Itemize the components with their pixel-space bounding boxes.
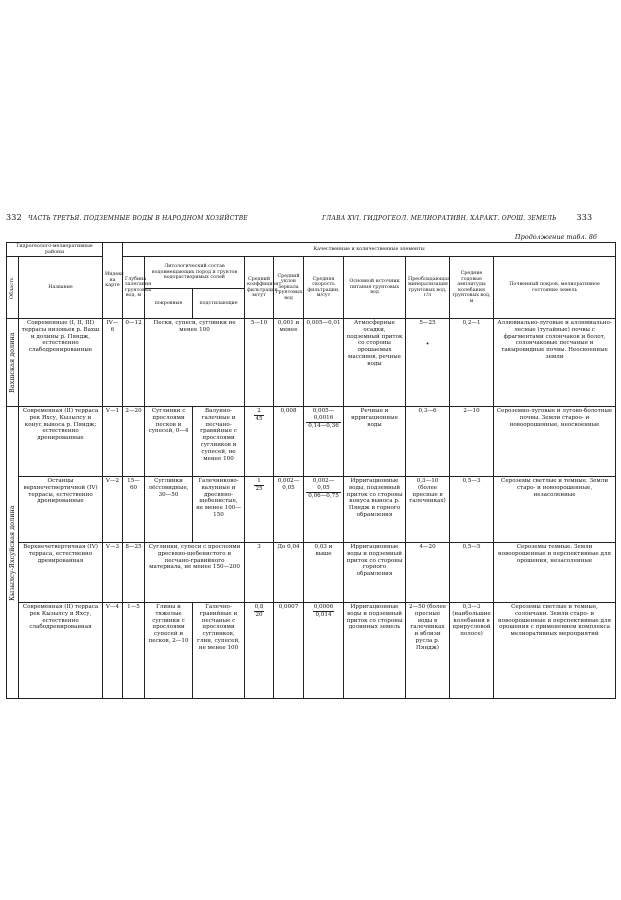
region-name: Останцы верхнечетвертичной (IV) террасы, естественно дренированные: [19, 477, 103, 543]
region-name: Верхнечетвертичная (IV) терраса, естественно дренированная: [19, 543, 103, 603]
header-group: Качественные и количественные элементы: [123, 243, 616, 257]
header-coef: Средний коэффициент фильтрации, м/сут: [245, 257, 274, 319]
velocity-denominator: 0,014: [315, 611, 332, 618]
region-lithology: Суглинки, супеси с прослоями дресвяно-щебенистого и песчано-гравийного материала, не менее 150—200: [145, 543, 245, 603]
region-slope: 0,0007: [274, 603, 304, 699]
region-velocity: [304, 603, 344, 699]
region-soils: Сероземы светлые и темные. Земли старо- и новоорошенные, незасоленные: [494, 477, 616, 543]
region-coef: [245, 477, 274, 543]
table-continuation-label: Продолжение табл. 86: [514, 233, 597, 241]
area-vakhsh: Вахшская долина: [7, 319, 19, 407]
page-header-left-title: ЧАСТЬ ТРЕТЬЯ. ПОДЗЕМНЫЕ ВОДЫ В НАРОДНОМ ХОЗЯЙСТВЕ: [27, 215, 248, 222]
region-slope: 0,002—0,05: [274, 477, 304, 543]
region-amplitude: 2—10: [450, 407, 494, 477]
region-coef: [245, 407, 274, 477]
velocity-denominator: 0,06—0,75: [308, 492, 339, 499]
header-slope: Средний уклон зеркала грунтовых вод: [274, 257, 304, 319]
region-soils: Сероземно-луговые и лугово-болотные почвы. Земли староо- и новоорошенные, неосвоенные: [494, 407, 616, 477]
header-velocity: Средняя скорость фильтрации, м/сут: [304, 257, 344, 319]
header-lithology: Литологический состав водовмещающих пород и грунтов водорастворимых солей: [145, 257, 245, 289]
region-lith-top: Глины и тяжелые суглинки с прослоями супесей и песков, 2—10: [145, 603, 193, 699]
region-index: IV—6: [103, 319, 123, 407]
header-regions: Гидрогеолого-мелиоративные районы: [7, 243, 103, 257]
region-amplitude: 0,5—5: [450, 543, 494, 603]
header-depth: Глубина залегания грунтовых вод, м: [123, 257, 145, 319]
region-depth: 0—12: [123, 319, 145, 407]
region-lith-under: Галечно-гравийные и песчаные с прослоями суглинков, глин, супесей, не менее 100: [193, 603, 245, 699]
region-lithology: Пески, супеси, суглинки не менее 100: [145, 319, 245, 407]
region-velocity: [304, 477, 344, 543]
region-coef: [245, 603, 274, 699]
coef-numerator: 0,8: [254, 604, 264, 611]
region-soils: Аллювиально-луговые и аллювиально-лесные (тугайные) почвы с фрагментами солончаков и болот, солончаковые песчаные и такыровидные почвы. Неосвоенные земли: [494, 319, 616, 407]
mineralization-value: 5—25: [419, 320, 436, 327]
coef-denominator: 25: [255, 485, 263, 492]
region-depth: 1—5: [123, 603, 145, 699]
region-mineralization: [406, 319, 450, 407]
region-name: Современная (II) терраса рек Кызылсу и Яхсу, естественно слабодренированная: [19, 603, 103, 699]
region-slope: До 0,04: [274, 543, 304, 603]
region-amplitude: 0,2—1: [450, 319, 494, 407]
region-depth: 2—20: [123, 407, 145, 477]
region-mineralization: 0,3—10 (более пресные в галечниках): [406, 477, 450, 543]
region-source: Речные и ирригационные воды: [344, 407, 406, 477]
region-source: Атмосферные осадки, подземный приток со стороны орошаемых массивов, речные воды: [344, 319, 406, 407]
page-number-right: 333: [576, 213, 593, 222]
region-depth: 15—60: [123, 477, 145, 543]
region-index: V—2: [103, 477, 123, 543]
region-soils: Сероземы светлые и темные, солончаки. Земли старо- и новоорошенные и перспективные для орошения с применением комплекса мелиоративных мероприятий: [494, 603, 616, 699]
header-amplitude: Средние годовые амплитуды колебания грунтовых вод, м: [450, 257, 494, 319]
region-velocity: 0,03 и выше: [304, 543, 344, 603]
region-lith-under: Валунно-галечные и песчано-гравийные с прослоями суглинков и супесей, не менее 100: [193, 407, 245, 477]
region-index: V—3: [103, 543, 123, 603]
region-amplitude: 0,3—3 (наибольшие колебания в прирусловой полосе): [450, 603, 494, 699]
region-slope: 0,008: [274, 407, 304, 477]
region-depth: 8—25: [123, 543, 145, 603]
hydrogeology-table: [6, 242, 616, 699]
page-header-right-title: ГЛАВА XVI. ГИДРОГЕОЛ. МЕЛИОРАТИВН. ХАРАКТ. ОРОШ. ЗЕМЕЛЬ: [322, 215, 557, 222]
region-mineralization: 2—50 (более пресные воды в галечниках и вблизи русла р. Пяндж): [406, 603, 450, 699]
region-source: Ирригационные воды и подземный приток со стороны долинных земель: [344, 603, 406, 699]
page-number-left: 332: [6, 213, 22, 222]
table-row: [7, 603, 616, 699]
region-slope: 0,001 и менее: [274, 319, 304, 407]
table-row: [7, 407, 616, 477]
region-source: Ирригационные воды и подземный приток со стороны горного обрамления: [344, 543, 406, 603]
table-row: [7, 477, 616, 543]
region-name: Современная (II) терраса рек Яхсу, Кызылсу и конус выноса р. Пяндж; естественно дренированные: [19, 407, 103, 477]
velocity-numerator: 0,0006: [313, 604, 334, 611]
table-row: [7, 319, 616, 407]
region-index: V—1: [103, 407, 123, 477]
header-area: Область: [7, 257, 19, 319]
header-region: Название: [19, 257, 103, 319]
header-mineralization: Преобладающая минерализация грунтовых вод, г/л: [406, 257, 450, 319]
header-index: Индекс на карте: [103, 243, 123, 319]
region-lith-under: Галечниково-валунные и дресвяно-щебенистые, не менее 100—150: [193, 477, 245, 543]
coef-denominator: 20: [255, 611, 263, 618]
region-source: Ирригационные воды, подземный приток со стороны конуса выноса р. Пяндж и горного обрамления: [344, 477, 406, 543]
velocity-numerator: 0,002—0,05: [306, 478, 341, 493]
page-header-right: [322, 213, 592, 222]
region-lith-top: Суглинки с прослоями песков и супесей, 0—4: [145, 407, 193, 477]
region-amplitude: 0,5—3: [450, 477, 494, 543]
region-mineralization: 0,3—6: [406, 407, 450, 477]
coef-numerator: 1: [254, 478, 263, 486]
header-soils: Почвенный покров, мелиоративное состояние земель: [494, 257, 616, 319]
velocity-denominator: 0,14—0,36: [308, 422, 339, 429]
region-index: V—4: [103, 603, 123, 699]
region-soils: Сероземы темные. Земли новоорошенные и перспективные для орошения, незасоленные: [494, 543, 616, 603]
coef-denominator: 45: [255, 415, 263, 422]
region-mineralization: 4—20: [406, 543, 450, 603]
region-velocity: [304, 407, 344, 477]
page-header-left: [6, 213, 248, 222]
header-lith-under: подстилающие: [193, 289, 245, 319]
area-kyzylsu: Кызылсу-Яхсуйская долина: [7, 407, 19, 699]
header-lith-top: покровные: [145, 289, 193, 319]
region-lith-top: Суглинки лёссовидные, 30—50: [145, 477, 193, 543]
velocity-numerator: 0,005—0,0016: [306, 408, 341, 423]
bullet-mark: •: [425, 340, 430, 348]
header-source: Основной источник питания грунтовых вод: [344, 257, 406, 319]
region-coef: 5—10: [245, 319, 274, 407]
coef-numerator: 2: [254, 408, 263, 416]
table-row: [7, 543, 616, 603]
region-name: Современные (I, II, III) террасы низовьев р. Вахш и долины р. Пяндж, естественно слабодренированные: [19, 319, 103, 407]
region-velocity: 0,005—0,01: [304, 319, 344, 407]
region-coef: 3: [245, 543, 274, 603]
